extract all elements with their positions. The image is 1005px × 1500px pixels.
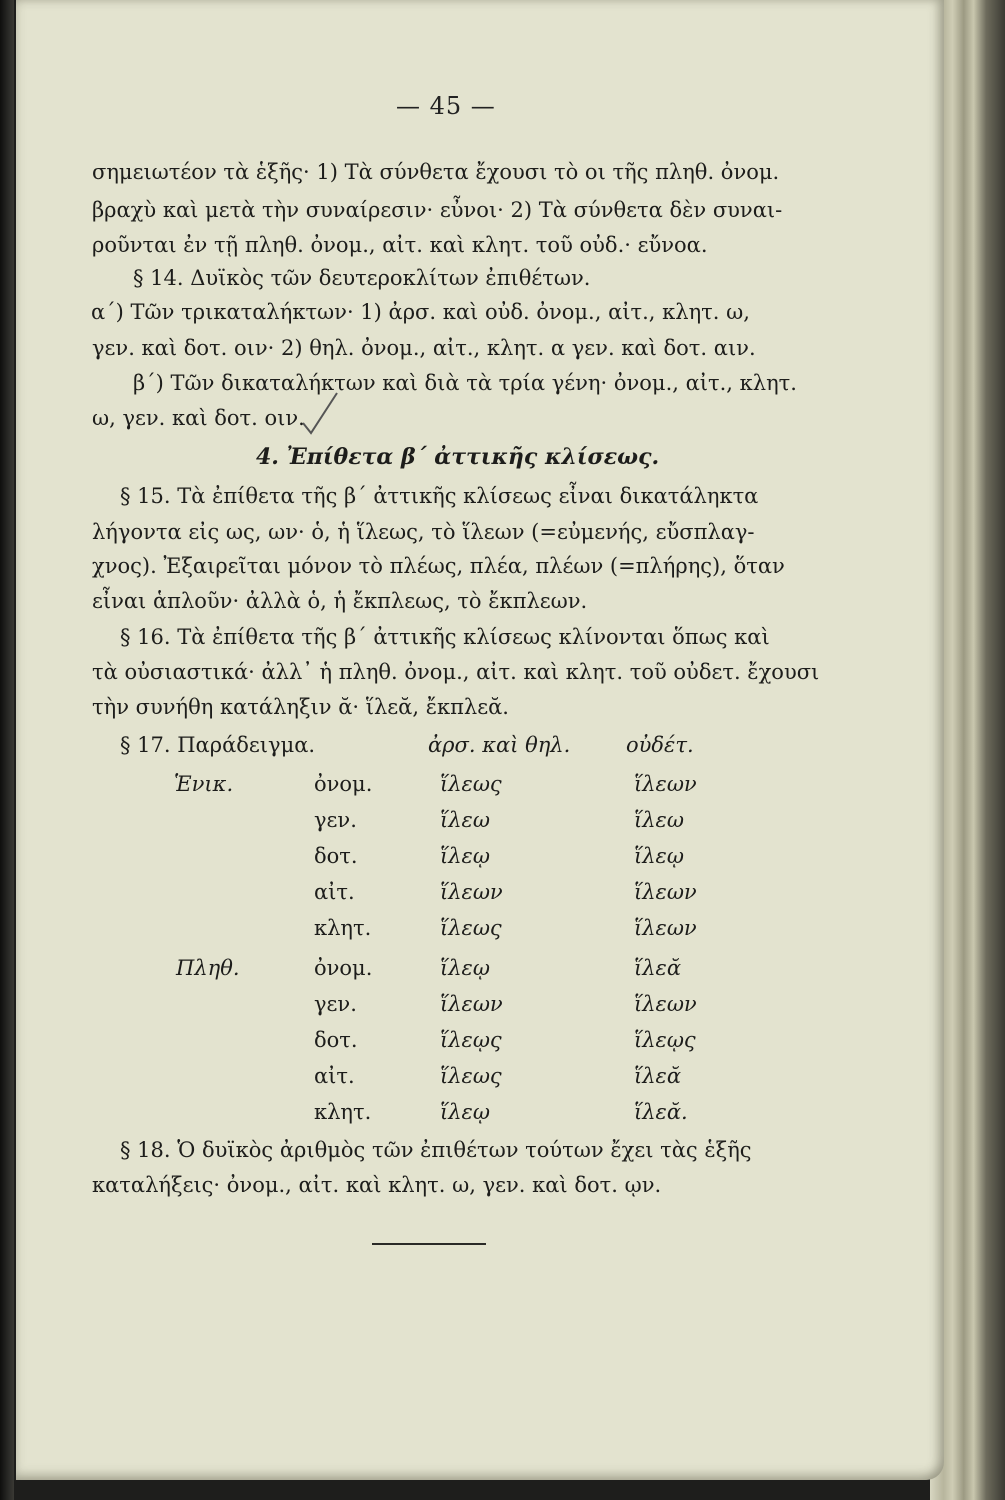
text-line: α΄) Τῶν τρικαταλήκτων· 1) ἀρσ. καὶ οὐδ. ὀνομ., αἰτ., κλητ. ω,: [91, 300, 750, 324]
form-neuter: ἵλεᾰ: [634, 1064, 681, 1088]
page-number: — 45 —: [396, 92, 496, 120]
form-masc-fem: ἵλεῳ: [440, 956, 490, 980]
form-neuter: ἵλεων: [634, 772, 697, 796]
text-line: § 16. Τὰ ἐπίθετα τῆς β΄ ἀττικῆς κλίσεως κλίνονται ὅπως καὶ: [120, 625, 770, 649]
text-line: βραχὺ καὶ μετὰ τὴν συναίρεσιν· εὖνοι· 2) Τὰ σύνθετα δὲν συναι-: [92, 198, 783, 222]
case-label: κλητ.: [314, 1100, 372, 1124]
case-label: αἰτ.: [314, 1064, 355, 1088]
form-neuter: ἵλεῳ: [634, 844, 684, 868]
form-neuter: ἵλεᾰ.: [634, 1100, 688, 1124]
column-header-neuter: οὐδέτ.: [626, 733, 694, 757]
form-masc-fem: ἵλεων: [440, 992, 503, 1016]
checkmark-icon: [299, 389, 343, 437]
case-label: αἰτ.: [314, 880, 355, 904]
text-line: λήγοντα εἰς ως, ων· ὁ, ἡ ἵλεως, τὸ ἵλεων (=εὐμενής, εὔσπλαγ-: [92, 520, 755, 544]
form-neuter: ἵλεων: [634, 992, 697, 1016]
case-label: κλητ.: [314, 916, 372, 940]
text-line: γεν. καὶ δοτ. οιν· 2) θηλ. ὀνομ., αἰτ., κλητ. α γεν. καὶ δοτ. αιν.: [92, 336, 756, 360]
text-line: § 15. Τὰ ἐπίθετα τῆς β΄ ἀττικῆς κλίσεως εἶναι δικατάληκτα: [120, 484, 759, 508]
form-masc-fem: ἵλεως: [440, 1064, 502, 1088]
text-line: β΄) Τῶν δικαταλήκτων καὶ διὰ τὰ τρία γένη· ὀνομ., αἰτ., κλητ.: [133, 371, 797, 395]
text-line: § 14. Δυϊκὸς τῶν δευτεροκλίτων ἐπιθέτων.: [133, 266, 591, 290]
case-label: δοτ.: [314, 1028, 358, 1052]
form-masc-fem: ἵλεως: [440, 916, 502, 940]
text-line: τὰ οὐσιαστικά· ἀλλ᾽ ἡ πληθ. ὀνομ., αἰτ. καὶ κλητ. τοῦ οὐδετ. ἔχουσι: [92, 660, 820, 684]
form-masc-fem: ἵλεω: [440, 808, 490, 832]
text-line: ω, γεν. καὶ δοτ. οιν.: [92, 406, 305, 430]
column-header-masc-fem: ἀρσ. καὶ θηλ.: [428, 733, 571, 757]
text-line: εἶναι ἁπλοῦν· ἀλλὰ ὁ, ἡ ἔκπλεως, τὸ ἔκπλεων.: [92, 589, 588, 613]
text-line: τὴν συνήθη κατάληξιν ᾰ· ἵλεᾰ, ἔκπλεᾰ.: [92, 695, 509, 719]
form-neuter: ἵλεᾰ: [634, 956, 681, 980]
case-label: ὀνομ.: [314, 772, 373, 796]
text-line: χνος). Ἐξαιρεῖται μόνον τὸ πλέως, πλέα, πλέων (=πλήρης), ὅταν: [92, 554, 785, 578]
form-neuter: ἵλεων: [634, 916, 697, 940]
closing-rule: [372, 1243, 486, 1245]
form-masc-fem: ἵλεῳ: [440, 844, 490, 868]
form-masc-fem: ἵλεῳ: [440, 1100, 490, 1124]
section-title: 4. Ἐπίθετα β΄ ἀττικῆς κλίσεως.: [256, 444, 660, 470]
form-masc-fem: ἵλεως: [440, 772, 502, 796]
plural-label: Πληθ.: [176, 956, 240, 980]
text-line: καταλήξεις· ὀνομ., αἰτ. καὶ κλητ. ω, γεν. καὶ δοτ. ῳν.: [92, 1173, 662, 1197]
form-neuter: ἵλεων: [634, 880, 697, 904]
form-neuter: ἵλεῳς: [634, 1028, 696, 1052]
form-neuter: ἵλεω: [634, 808, 684, 832]
book-binding: [0, 0, 14, 1500]
case-label: ὀνομ.: [314, 956, 373, 980]
case-label: γεν.: [314, 808, 357, 832]
form-masc-fem: ἵλεων: [440, 880, 503, 904]
case-label: γεν.: [314, 992, 357, 1016]
book-page: [16, 0, 944, 1480]
table-heading: § 17. Παράδειγμα.: [120, 733, 316, 757]
text-line: § 18. Ὁ δυϊκὸς ἀριθμὸς τῶν ἐπιθέτων τούτων ἔχει τὰς ἑξῆς: [120, 1138, 752, 1162]
text-line: ροῦνται ἐν τῇ πληθ. ὀνομ., αἰτ. καὶ κλητ. τοῦ οὐδ.· εὔνοα.: [92, 233, 708, 257]
singular-label: Ἑνικ.: [174, 772, 234, 796]
text-line: σημειωτέον τὰ ἑξῆς· 1) Τὰ σύνθετα ἔχουσι τὸ οι τῆς πληθ. ὀνομ.: [92, 160, 780, 184]
form-masc-fem: ἵλεῳς: [440, 1028, 502, 1052]
case-label: δοτ.: [314, 844, 358, 868]
